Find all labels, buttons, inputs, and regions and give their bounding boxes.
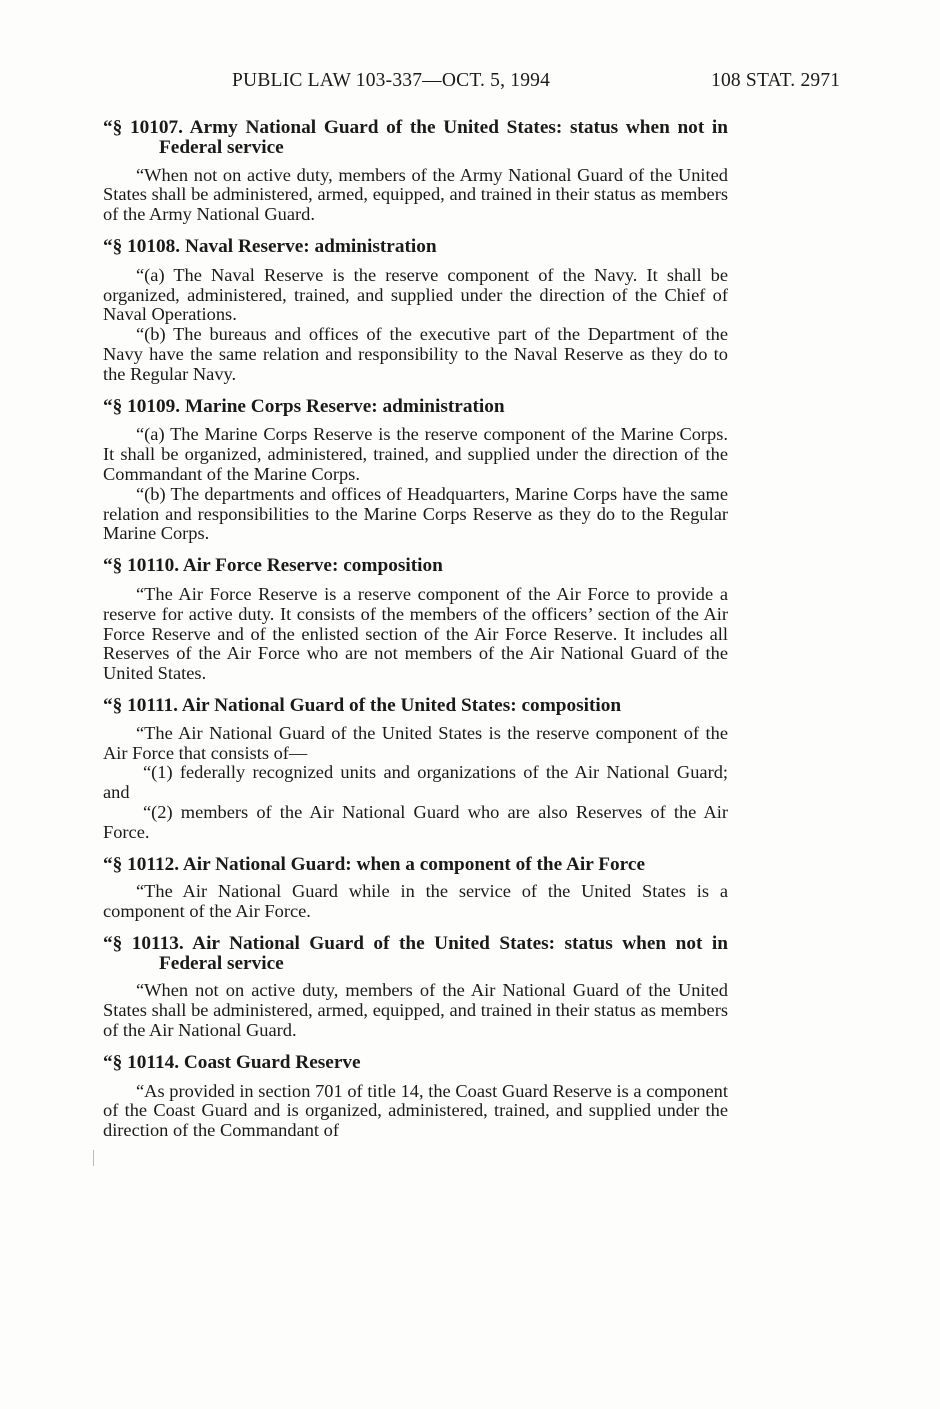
section-10110 <box>103 556 728 684</box>
section-10113 <box>103 934 728 1041</box>
running-head <box>0 70 940 96</box>
statute-page-number: 108 STAT. 2971 <box>711 70 841 91</box>
body-text <box>103 118 728 1141</box>
section-heading: “§ 10107. Army National Guard of the United States: status when not in Federal service <box>103 117 728 158</box>
section-paragraph: “The Air Force Reserve is a reserve component of the Air Force to provide a reserve for active duty. It consists of the members of the officers’ section of the Air Force Reserve and of the enlisted section of the Air Force Reserve. It includes all Reserves of the Air Force who are not members of the Air National Guard of the United States. <box>103 583 728 684</box>
section-paragraph: “When not on active duty, members of the Army National Guard of the United States shall be administered, armed, equipped, and trained in their status as members of the Army National Guard. <box>103 164 728 225</box>
section-heading: “§ 10109. Marine Corps Reserve: administration <box>103 395 505 417</box>
section-10109 <box>103 397 728 545</box>
section-paragraph: “(b) The bureaus and offices of the executive part of the Department of the Navy have the same relation and responsibility to the Naval Reserve as they do to the Regular Navy. <box>103 324 728 384</box>
list-item: “(2) members of the Air National Guard who are also Reserves of the Air Force. <box>103 801 728 842</box>
section-paragraph: “(b) The departments and offices of Headquarters, Marine Corps have the same relation and responsibilities to the Marine Corps Reserve as they do to the Regular Marine Corps. <box>103 483 728 544</box>
section-paragraph: “The Air National Guard while in the service of the United States is a component of the Air Force. <box>103 881 728 922</box>
section-heading: “§ 10113. Air National Guard of the United States: status when not in Federal service <box>103 932 728 974</box>
section-paragraph: “(a) The Naval Reserve is the reserve component of the Navy. It shall be organized, administered, trained, and supplied under the direction of the Chief of Naval Operations. <box>103 264 728 325</box>
section-10112 <box>103 855 728 922</box>
section-heading: “§ 10110. Air Force Reserve: composition <box>103 555 443 577</box>
list-item: “(1) federally recognized units and organizations of the Air National Guard; and <box>103 762 728 803</box>
section-paragraph: “(a) The Marine Corps Reserve is the reserve component of the Marine Corps. It shall be organized, administered, trained, and supplied under the direction of the Commandant of the Marine Corps. <box>103 424 728 484</box>
section-heading: “§ 10114. Coast Guard Reserve <box>103 1051 361 1073</box>
section-heading: “§ 10108. Naval Reserve: administration <box>103 235 437 257</box>
section-paragraph: “When not on active duty, members of the Air National Guard of the United States shall be administered, armed, equipped, and trained in their status as members of the Air National Guard. <box>103 980 728 1041</box>
section-heading: “§ 10111. Air National Guard of the United States: composition <box>103 694 622 716</box>
section-10107 <box>103 118 728 225</box>
section-paragraph: “The Air National Guard of the United States is the reserve component of the Air Force that consists of— <box>103 722 728 763</box>
running-head-title: PUBLIC LAW 103-337—OCT. 5, 1994 <box>232 70 551 91</box>
section-paragraph: “As provided in section 701 of title 14, the Coast Guard Reserve is a component of the Coast Guard and is organized, administered, trained, and supplied under the direction of the Commandant of <box>103 1080 728 1141</box>
section-heading: “§ 10112. Air National Guard: when a component of the Air Force <box>103 853 646 875</box>
margin-mark <box>93 1150 94 1166</box>
section-10111 <box>103 696 728 843</box>
section-10108 <box>103 237 728 385</box>
section-10114 <box>103 1053 728 1141</box>
